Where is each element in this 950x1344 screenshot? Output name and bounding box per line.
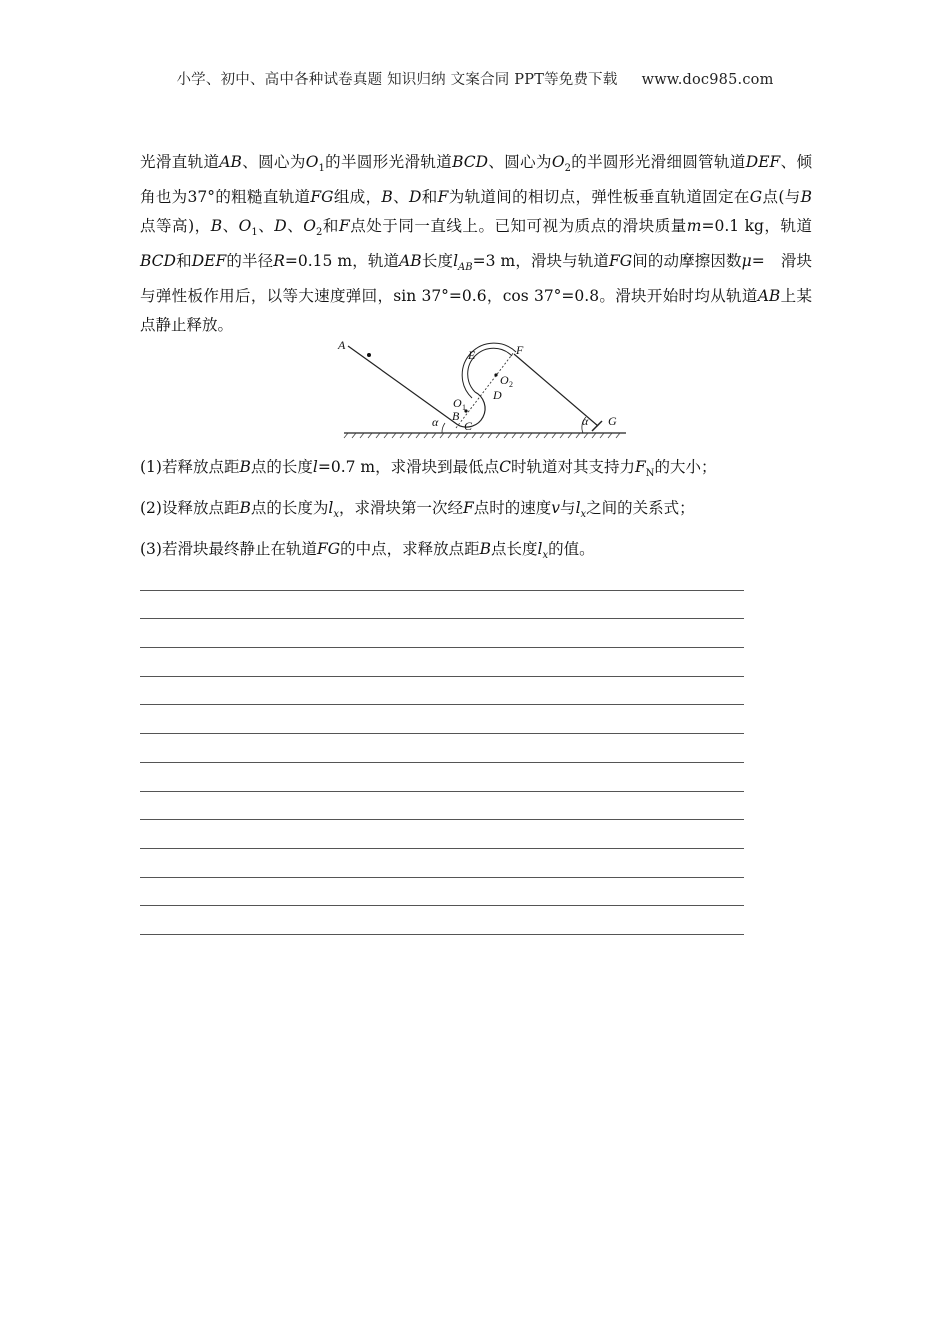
label-f: F	[516, 343, 524, 357]
center-o2	[494, 373, 497, 376]
answer-line[interactable]	[140, 734, 744, 763]
label-alpha-b: α	[432, 415, 439, 429]
answer-line[interactable]	[140, 619, 744, 648]
angle-arc-b	[442, 423, 445, 433]
label-alpha-g: α	[582, 414, 589, 428]
answer-line[interactable]	[140, 763, 744, 792]
question-1: (1)若释放点距B点的长度l=0.7 m，求滑块到最低点C时轨道对其支持力$F_N$的大小；	[140, 458, 717, 480]
label-o2-sub: 2	[509, 380, 513, 389]
answer-line[interactable]	[140, 648, 744, 677]
problem-statement: 光滑直轨道AB、圆心为$O_1$的半圆形光滑轨道BCD、圆心为$O_2$的半圆形光滑细圆管轨道DEF、倾角也为37°的粗糙直轨道FG组成，B、D和F为轨道间的相切点，弹性板垂直轨道固定在G点(与B点等高)，B、$O_1$、D、$O_2$和F点处于同一直线上。已知可视为质点的滑块质量m=0.1 kg，轨道BCD和DEF的半径R=0.15 m，轨道AB长度$l_{AB}=3$ m，滑块与轨道FG间的动摩擦因数μ= 滑块与弹性板作用后，以等大速度弹回，sin 37°=0.6，cos 37°=0.8。滑块开始时均从轨道AB上某点静止释放。	[140, 153, 812, 335]
label-d: D	[493, 388, 502, 402]
answer-line[interactable]	[140, 820, 744, 849]
answer-line[interactable]	[140, 677, 744, 706]
slider-dot	[367, 353, 371, 357]
answer-line[interactable]	[140, 705, 744, 734]
label-o1: O	[453, 396, 462, 410]
question-3: (3)若滑块最终静止在轨道FG的中点，求释放点距B点长度$l_x$的值。	[140, 540, 595, 562]
question-2: (2)设释放点距B点的长度为$l_x$，求滑块第一次经F点时的速度v与$l_x$之间的关系式；	[140, 499, 695, 521]
answer-area[interactable]	[140, 562, 744, 935]
answer-line[interactable]	[140, 849, 744, 878]
questions	[140, 450, 812, 573]
answer-line[interactable]	[140, 591, 744, 620]
track-ab	[348, 346, 458, 425]
label-o1-sub: 1	[462, 403, 466, 412]
answer-line[interactable]	[140, 906, 744, 935]
page-header	[0, 68, 950, 89]
header-site: www.doc985.com	[641, 72, 774, 88]
label-a: A	[338, 338, 346, 352]
label-g: G	[608, 414, 617, 428]
ground-hatch	[344, 433, 620, 438]
label-b: B	[452, 409, 460, 423]
label-o2: O	[500, 373, 509, 387]
label-c: C	[464, 419, 473, 433]
answer-line[interactable]	[140, 792, 744, 821]
answer-line[interactable]	[140, 562, 744, 591]
track-diagram	[336, 334, 626, 444]
header-text: 小学、初中、高中各种试卷真题 知识归纳 文案合同 PPT等免费下载	[176, 72, 618, 88]
answer-line[interactable]	[140, 878, 744, 907]
label-e: E	[468, 348, 476, 362]
